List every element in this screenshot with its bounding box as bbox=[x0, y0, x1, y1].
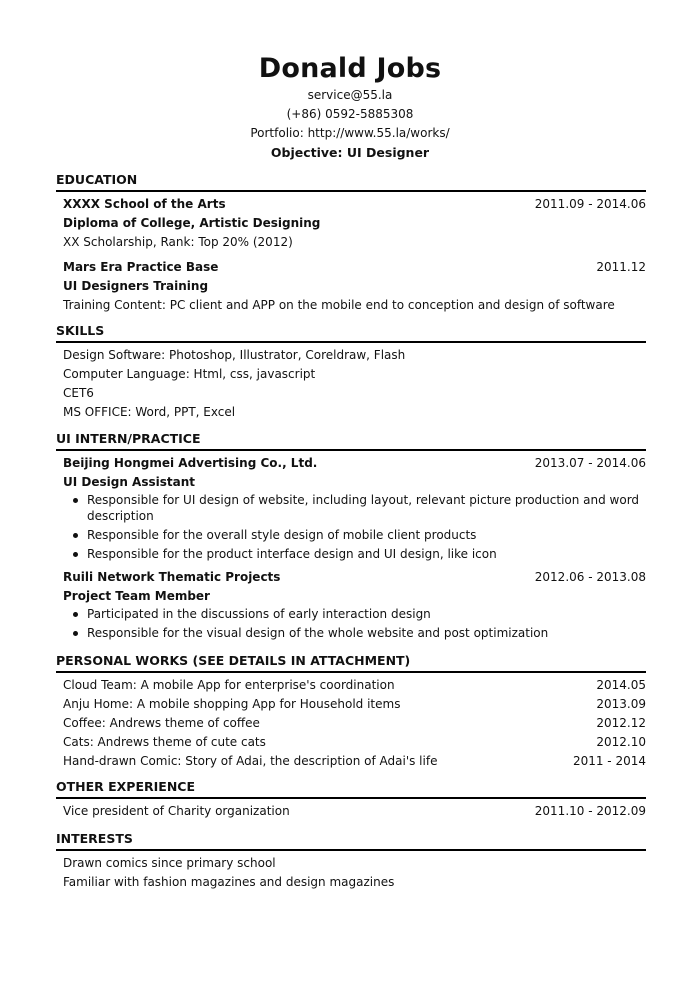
skill-item: CET6 bbox=[63, 386, 94, 400]
work-item: Hand-drawn Comic: Story of Adai, the description of Adai's life 2011 - 2014 bbox=[63, 752, 646, 771]
degree: UI Designers Training bbox=[63, 279, 209, 293]
skill-item: Computer Language: Html, css, javascript bbox=[63, 367, 316, 381]
date-range: 2013.07 - 2014.06 bbox=[534, 456, 646, 470]
degree: Diploma of College, Artistic Designing bbox=[63, 216, 321, 230]
bullet-icon bbox=[73, 533, 78, 538]
work-item: Cats: Andrews theme of cute cats 2012.10 bbox=[63, 733, 646, 752]
intern-entry-header bbox=[63, 454, 646, 473]
section-title: PERSONAL WORKS (SEE DETAILS IN ATTACHMENT) bbox=[56, 651, 646, 673]
job-title: Project Team Member bbox=[63, 589, 210, 603]
responsibility-list bbox=[63, 492, 646, 562]
bullet-icon bbox=[73, 612, 78, 617]
email: service@55.la bbox=[307, 88, 393, 102]
bullet-icon bbox=[73, 631, 78, 636]
education-entry-header bbox=[63, 258, 646, 277]
education-detail: XX Scholarship, Rank: Top 20% (2012) bbox=[63, 235, 293, 249]
list-item: Responsible for the product interface design and UI design, like icon bbox=[63, 546, 646, 562]
date-range: 2012.06 - 2013.08 bbox=[534, 570, 646, 584]
section-title: SKILLS bbox=[56, 321, 646, 343]
intern-section bbox=[56, 429, 646, 644]
date: 2013.09 bbox=[596, 697, 646, 711]
candidate-name: Donald Jobs bbox=[258, 53, 442, 84]
works-section bbox=[56, 651, 646, 771]
interest-item: Familiar with fashion magazines and design magazines bbox=[63, 875, 395, 889]
skill-item: MS OFFICE: Word, PPT, Excel bbox=[63, 405, 236, 419]
work-item: Coffee: Andrews theme of coffee 2012.12 bbox=[63, 714, 646, 733]
skills-section bbox=[56, 321, 646, 422]
education-detail: Training Content: PC client and APP on the mobile end to conception and design of software bbox=[63, 298, 615, 312]
experience-item: Vice president of Charity organization 2011.10 - 2012.09 bbox=[63, 802, 646, 821]
school-name: Mars Era Practice Base bbox=[63, 260, 219, 274]
responsibility-list bbox=[63, 606, 646, 641]
date-range: 2011.12 bbox=[596, 260, 646, 274]
job-title: UI Design Assistant bbox=[63, 475, 195, 489]
resume-header bbox=[0, 0, 700, 162]
interests-section bbox=[56, 829, 646, 892]
list-item: Responsible for the visual design of the whole website and post optimization bbox=[63, 625, 646, 641]
interest-item: Drawn comics since primary school bbox=[63, 856, 276, 870]
list-item: Participated in the discussions of early interaction design bbox=[63, 606, 646, 622]
section-title: UI INTERN/PRACTICE bbox=[56, 429, 646, 451]
portfolio: Portfolio: http://www.55.la/works/ bbox=[250, 126, 450, 140]
other-experience-section bbox=[56, 777, 646, 821]
date: 2012.12 bbox=[596, 716, 646, 730]
company-name: Beijing Hongmei Advertising Co., Ltd. bbox=[63, 456, 318, 470]
education-section bbox=[56, 170, 646, 315]
work-item: Anju Home: A mobile shopping App for Household items 2013.09 bbox=[63, 695, 646, 714]
date-range: 2011.09 - 2014.06 bbox=[534, 197, 646, 211]
list-item: Responsible for the overall style design of mobile client products bbox=[63, 527, 646, 543]
list-item: Responsible for UI design of website, including layout, relevant picture production and word description bbox=[63, 492, 646, 524]
intern-entry-header bbox=[63, 568, 646, 587]
section-title: INTERESTS bbox=[56, 829, 646, 851]
date: 2012.10 bbox=[596, 735, 646, 749]
date: 2011 - 2014 bbox=[572, 754, 646, 768]
section-title: EDUCATION bbox=[56, 170, 646, 192]
date-range: 2011.10 - 2012.09 bbox=[534, 804, 646, 818]
education-entry-header bbox=[63, 195, 646, 214]
work-item: Cloud Team: A mobile App for enterprise's coordination 2014.05 bbox=[63, 676, 646, 695]
school-name: XXXX School of the Arts bbox=[63, 197, 226, 211]
bullet-icon bbox=[73, 498, 78, 503]
section-title: OTHER EXPERIENCE bbox=[56, 777, 646, 799]
company-name: Ruili Network Thematic Projects bbox=[63, 570, 281, 584]
objective: Objective: UI Designer bbox=[270, 145, 430, 160]
skill-item: Design Software: Photoshop, Illustrator, Coreldraw, Flash bbox=[63, 348, 406, 362]
phone: (+86) 0592-5885308 bbox=[286, 107, 414, 121]
date: 2014.05 bbox=[596, 678, 646, 692]
bullet-icon bbox=[73, 552, 78, 557]
